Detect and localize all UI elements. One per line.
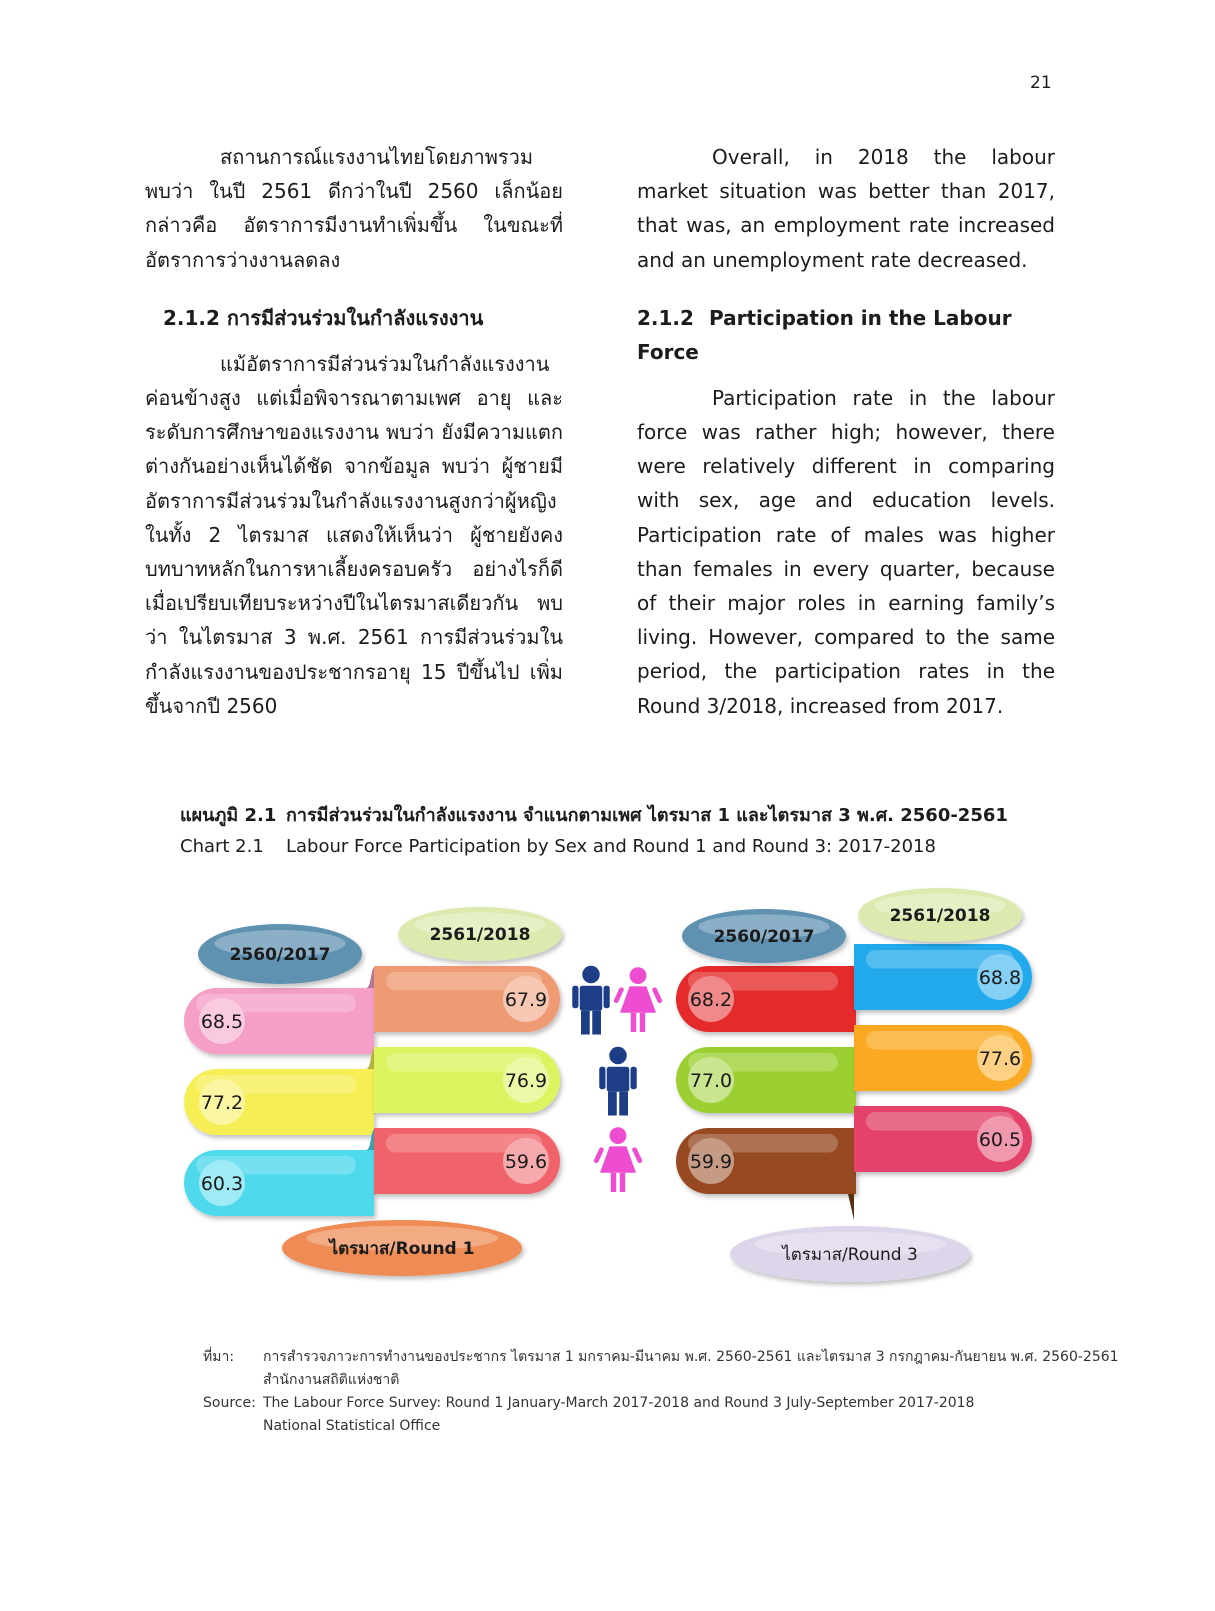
section-title: Participation in the Labour Force <box>637 305 1012 364</box>
source-label-english: Source: <box>203 1395 256 1411</box>
svg-text:2560/2017: 2560/2017 <box>229 945 331 965</box>
svg-text:ไตรมาส/Round 1: ไตรมาส/Round 1 <box>329 1239 475 1259</box>
thai-section-heading: 2.1.2 การมีส่วนร่วมในกำลังแรงงาน <box>163 305 484 330</box>
round3-year-2018-label <box>858 888 1022 942</box>
chart-title-thai: การมีส่วนร่วมในกำลังแรงงาน จำแนกตามเพศ ไตรมาส 1 และไตรมาส 3 พ.ศ. 2560-2561 <box>286 805 1008 826</box>
round1-2017-value-0: 68.5 <box>200 1011 244 1033</box>
round3-2018-value-1: 77.6 <box>978 1048 1022 1070</box>
round1-year-2018-label <box>398 907 562 961</box>
svg-text:2561/2018: 2561/2018 <box>429 925 531 945</box>
female-icon <box>593 1127 643 1192</box>
source-english <box>203 1392 1119 1415</box>
source-thai <box>203 1346 1119 1369</box>
chart-caption-thai <box>180 800 1008 831</box>
source-english-line-1: The Labour Force Survey: Round 1 January-March 2017-2018 and Round 3 July-September 2017-2018 <box>263 1395 975 1411</box>
source-label-thai: ที่มา: <box>203 1349 235 1365</box>
round3-2018-value-0: 68.8 <box>978 967 1022 989</box>
english-paragraph-1: Overall, in 2018 the labour market situation was better than 2017, that was, an employment rate increased and an unemployment rate decreased. <box>637 145 1055 272</box>
round3-tail <box>848 1194 854 1220</box>
source-thai-line-2: สำนักงานสถิติแห่งชาติ <box>263 1372 400 1388</box>
round1-2018-value-1: 76.9 <box>504 1070 548 1092</box>
svg-text:2561/2018: 2561/2018 <box>889 906 991 926</box>
chart-caption-english <box>180 831 1008 862</box>
chart-label-thai: แผนภูมิ 2.1 <box>180 805 277 826</box>
round1-label <box>282 1220 522 1276</box>
chart-label-english: Chart 2.1 <box>180 836 264 857</box>
round3-2017-value-2: 59.9 <box>689 1151 733 1173</box>
male-icon <box>572 966 610 1035</box>
english-column <box>637 140 1055 723</box>
svg-text:2560/2017: 2560/2017 <box>713 927 815 947</box>
svg-text:ไตรมาส/Round 3: ไตรมาส/Round 3 <box>782 1245 918 1265</box>
english-section-heading <box>637 301 1055 369</box>
round3-2017-value-1: 77.0 <box>689 1070 733 1092</box>
female-icon <box>613 967 663 1032</box>
thai-paragraph-1: สถานการณ์แรงงานไทยโดยภาพรวม พบว่า ในปี 2561 ดีกว่าในปี 2560 เล็กน้อย กล่าวคือ อัตราการมีงานทำเพิ่มขึ้น ในขณะที่อัตราการว่างงานลดลง <box>145 145 563 272</box>
round1-year-2017-label <box>198 924 362 984</box>
round3-2018-value-2: 60.5 <box>978 1129 1022 1151</box>
round1-2017-value-2: 60.3 <box>200 1173 244 1195</box>
round3-label <box>730 1226 970 1282</box>
round3-year-2017-label <box>682 909 846 963</box>
chart-title-english: Labour Force Participation by Sex and Round 1 and Round 3: 2017-2018 <box>286 836 936 857</box>
source-english-line-2: National Statistical Office <box>263 1418 441 1434</box>
round1-2017-value-1: 77.2 <box>200 1092 244 1114</box>
source-note <box>203 1346 1119 1438</box>
round3-2017-value-0: 68.2 <box>689 989 733 1011</box>
round1-2018-value-2: 59.6 <box>504 1151 548 1173</box>
male-icon <box>599 1047 637 1116</box>
chart-caption <box>180 800 1008 862</box>
labour-participation-chart <box>170 870 1050 1310</box>
section-number: 2.1.2 <box>637 305 694 330</box>
source-thai-line-1: การสำรวจภาวะการทำงานของประชากร ไตรมาส 1 มกราคม-มีนาคม พ.ศ. 2560-2561 และไตรมาส 3 กรกฎาคม-กันยายน พ.ศ. 2560-2561 <box>263 1349 1119 1365</box>
thai-paragraph-2: แม้อัตราการมีส่วนร่วมในกำลังแรงงานค่อนข้างสูง แต่เมื่อพิจารณาตามเพศ อายุ และระดับการศึกษาของแรงงาน พบว่า ยังมีความแตกต่างกันอย่างเห็นได้ชัด จากข้อมูล พบว่า ผู้ชายมีอัตราการมีส่วนร่วมในกำลังแรงงานสูงกว่าผู้หญิงในทั้ง 2 ไตรมาส แสดงให้เห็นว่า ผู้ชายยังคงบทบาทหลักในการหาเลี้ยงครอบครัว อย่างไรก็ดี เมื่อเปรียบเทียบระหว่างปีในไตรมาสเดียวกัน พบว่า ในไตรมาส 3 พ.ศ. 2561 การมีส่วนร่วมในกำลังแรงงานของประชากรอายุ 15 ปีขึ้นไป เพิ่มขึ้นจากปี 2560 <box>145 351 563 718</box>
thai-column <box>145 140 563 723</box>
round1-2018-value-0: 67.9 <box>504 989 548 1011</box>
page-number: 21 <box>1030 73 1052 93</box>
english-paragraph-2: Participation rate in the labour force was rather high; however, there were relatively different in comparing with sex, age and education levels. Participation rate of males was higher than females in every quarter, because of their major roles in earning family’s living. However, compared to the same period, the participation rates in the Round 3/2018, increased from 2017. <box>637 385 1055 718</box>
